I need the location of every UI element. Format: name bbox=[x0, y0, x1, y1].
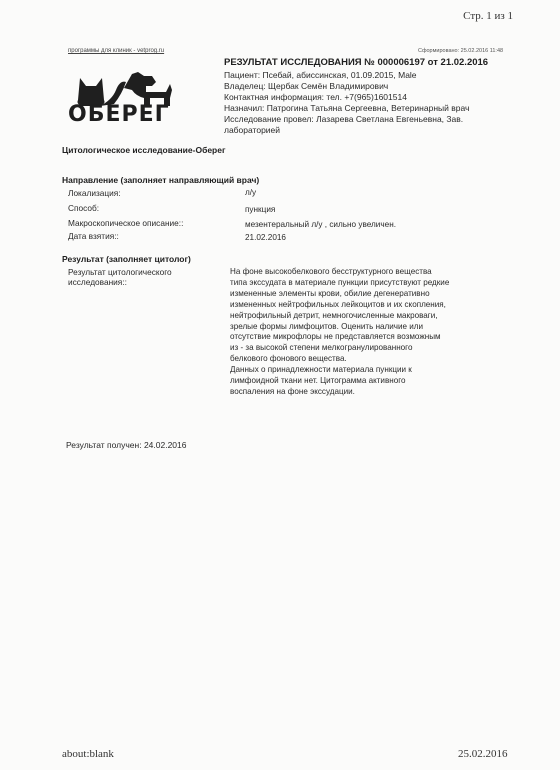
section-title: Цитологическое исследование-Оберег bbox=[62, 145, 226, 155]
patient-line: Пациент: Псебай, абиссинская, 01.09.2015, Male bbox=[224, 70, 417, 80]
performed-line: Исследование провел: Лазарева Светлана Евгеньевна, Зав. bbox=[224, 114, 464, 124]
performed-line-cont: лабораторией bbox=[224, 125, 281, 135]
macro-description-value: мезентеральный л/у , сильно увеличен. bbox=[245, 220, 396, 229]
localization-value: л/у bbox=[245, 188, 257, 197]
sample-date-label: Дата взятия:: bbox=[68, 231, 119, 241]
method-value: пункция bbox=[245, 205, 276, 214]
result-heading: Результат (заполняет цитолог) bbox=[62, 254, 191, 264]
localization-label: Локализация: bbox=[68, 188, 121, 198]
footer-url: about:blank bbox=[62, 748, 114, 760]
owner-line: Владелец: Щербак Семён Владимирович bbox=[224, 81, 389, 91]
cytology-result-label-cont: исследования:: bbox=[68, 277, 127, 287]
logo-caption: программы для клиник - vetprog.ru bbox=[68, 48, 165, 54]
direction-heading: Направление (заполняет направляющий врач) bbox=[62, 175, 260, 185]
footer-date: 25.02.2016 bbox=[458, 748, 508, 760]
logo-wordmark: ОБЕРЕГ bbox=[68, 102, 170, 127]
method-label: Способ: bbox=[68, 203, 100, 213]
logo-cat-dog-icon bbox=[66, 60, 181, 140]
assigned-line: Назначил: Патрогина Татьяна Сергеевна, Ветеринарный врач bbox=[224, 103, 470, 113]
macro-description-label: Макроскопическое описание:: bbox=[68, 218, 184, 228]
cytology-result-text: На фоне высокобелкового бесструктурного вещества типа экссудата в материале пункции присутствуют редкие измененные элементы крови, обилие дегенеративно измененных нейтрофильных лейкоцитов и их скопления, нейтрофильный детрит, немногочисленные макроваги, зрелые формы лимфоцитов. Оценить наличие или отсутствие микрофлоры не представляется возможным из - за высокой степени мелкогранулированного белкового фонового вещества. Данных о принадлежности материала пункции к лимфоидной ткани нет. Цитограмма активного воспаления на фоне экссудации. bbox=[230, 267, 450, 396]
sample-date-value: 21.02.2016 bbox=[245, 233, 286, 242]
cytology-result-label: Результат цитологического bbox=[68, 267, 172, 277]
contact-line: Контактная информация: тел. +7(965)1601514 bbox=[224, 92, 407, 102]
formed-timestamp: Сформировано: 25.02.2016 11:48 bbox=[418, 48, 504, 54]
report-title: РЕЗУЛЬТАТ ИССЛЕДОВАНИЯ № 000006197 от 21.02.2016 bbox=[224, 57, 489, 68]
page-counter: Стр. 1 из 1 bbox=[463, 10, 513, 22]
result-received: Результат получен: 24.02.2016 bbox=[66, 440, 187, 450]
